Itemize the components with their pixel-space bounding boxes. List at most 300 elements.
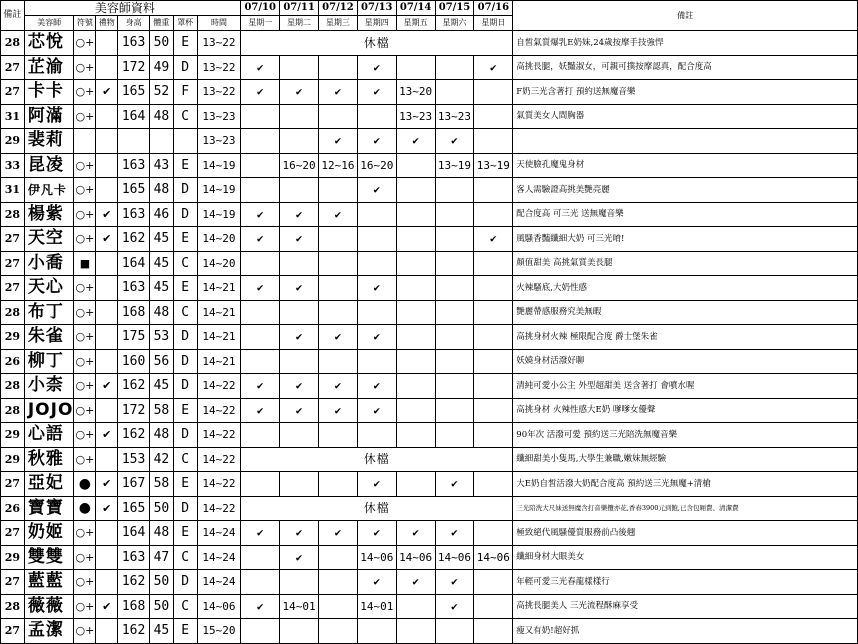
day-cell: 14~06	[435, 545, 474, 570]
day-cell: 14~01	[357, 594, 396, 619]
tag-cell: ○+	[74, 374, 96, 399]
day-cell	[474, 129, 513, 154]
day-cell: ✔	[318, 398, 357, 423]
day-cell	[435, 55, 474, 80]
note-cell: 瘦又有奶!超好抓	[513, 619, 858, 644]
day-cell	[357, 423, 396, 448]
sheet-title: 美容師資料	[24, 1, 240, 16]
cup-cell: E	[173, 398, 197, 423]
name-cell: 小喬	[24, 251, 74, 276]
age-cell: 28	[1, 300, 25, 325]
gift-cell: ✔	[96, 227, 118, 252]
day-cell	[396, 374, 435, 399]
gift-cell	[96, 104, 118, 129]
age-cell: 27	[1, 521, 25, 546]
day-cell: ✔	[318, 374, 357, 399]
day-cell	[318, 472, 357, 497]
name-cell: 薇薇	[24, 594, 74, 619]
height-cell: 162	[118, 570, 150, 595]
day-cell: ✔	[357, 178, 396, 203]
day-cell: ✔	[241, 398, 280, 423]
weight-cell: 48	[150, 423, 174, 448]
name-cell: 天心	[24, 276, 74, 301]
day-cell: ✔	[280, 276, 319, 301]
time-cell: 14~24	[197, 570, 241, 595]
cup-cell: D	[173, 374, 197, 399]
day-cell	[318, 570, 357, 595]
day-cell	[396, 276, 435, 301]
day-cell	[474, 202, 513, 227]
time-cell: 14~20	[197, 251, 241, 276]
day-cell	[435, 325, 474, 350]
time-cell: 14~22	[197, 423, 241, 448]
day-cell	[241, 300, 280, 325]
day-cell	[396, 594, 435, 619]
weight-cell: 45	[150, 374, 174, 399]
tag-cell	[74, 129, 96, 154]
day-cell	[241, 104, 280, 129]
cup-cell: D	[173, 202, 197, 227]
day-cell	[474, 594, 513, 619]
day-cell	[474, 80, 513, 105]
gift-cell: ✔	[96, 472, 118, 497]
height-cell: 162	[118, 423, 150, 448]
cup-header: 罩杯	[173, 16, 197, 31]
age-cell: 28	[1, 398, 25, 423]
gift-cell: ✔	[96, 202, 118, 227]
table-row	[1, 227, 858, 252]
day-cell	[357, 104, 396, 129]
day-cell	[435, 202, 474, 227]
day-cell	[357, 349, 396, 374]
rest-status: 休檔	[241, 496, 513, 521]
day-cell	[280, 349, 319, 374]
note-cell: 風騷香豔纖細大奶 可三光唷!	[513, 227, 858, 252]
tag-cell: ●	[74, 472, 96, 497]
gift-cell	[96, 447, 118, 472]
day-cell: ✔	[435, 472, 474, 497]
height-cell: 163	[118, 153, 150, 178]
time-cell: 14~22	[197, 447, 241, 472]
day-cell	[474, 178, 513, 203]
time-cell: 13~22	[197, 31, 241, 56]
weight-cell: 58	[150, 472, 174, 497]
note-cell: 大E奶自皙活潑大奶配合度高 預約送三光無魔+清槍	[513, 472, 858, 497]
time-cell: 14~21	[197, 276, 241, 301]
table-row	[1, 570, 858, 595]
day-cell: ✔	[280, 80, 319, 105]
day-cell	[435, 227, 474, 252]
day-cell	[396, 202, 435, 227]
tag-cell: ○+	[74, 31, 96, 56]
age-cell: 31	[1, 178, 25, 203]
tag-cell: ○+	[74, 300, 96, 325]
day-cell	[357, 227, 396, 252]
tag-cell: ○+	[74, 398, 96, 423]
day-cell: 14~01	[280, 594, 319, 619]
day-cell: 16~20	[280, 153, 319, 178]
name-cell: 裴莉	[24, 129, 74, 154]
day-cell: ✔	[474, 55, 513, 80]
day-cell: ✔	[280, 521, 319, 546]
height-cell: 164	[118, 104, 150, 129]
gift-cell	[96, 619, 118, 644]
tag-cell: ○+	[74, 423, 96, 448]
tag-cell: ○+	[74, 55, 96, 80]
day-cell: ✔	[318, 80, 357, 105]
gift-cell: ✔	[96, 594, 118, 619]
day-cell	[474, 325, 513, 350]
gift-cell	[96, 545, 118, 570]
time-cell: 14~19	[197, 178, 241, 203]
tag-cell: ○+	[74, 521, 96, 546]
age-cell: 26	[1, 349, 25, 374]
day-cell	[435, 276, 474, 301]
table-row	[1, 398, 858, 423]
height-cell: 162	[118, 227, 150, 252]
tag-cell: ○+	[74, 349, 96, 374]
weight-cell: 48	[150, 300, 174, 325]
height-cell: 162	[118, 374, 150, 399]
day-cell	[357, 619, 396, 644]
day-cell	[396, 423, 435, 448]
day-cell	[318, 251, 357, 276]
name-cell: 孟潔	[24, 619, 74, 644]
name-cell: 芯悅	[24, 31, 74, 56]
dow-5: 星期六	[435, 16, 474, 31]
table-row	[1, 325, 858, 350]
time-cell: 14~19	[197, 153, 241, 178]
day-cell	[396, 153, 435, 178]
cup-cell: D	[173, 325, 197, 350]
note-cell: 天使臉孔魔鬼身材	[513, 153, 858, 178]
height-cell: 165	[118, 178, 150, 203]
note-cell: 高挑長腿美人 三光流程酥麻享受	[513, 594, 858, 619]
day-cell	[396, 178, 435, 203]
name-cell: JOJO	[24, 398, 74, 423]
day-cell	[396, 398, 435, 423]
height-cell: 167	[118, 472, 150, 497]
gift-cell	[96, 251, 118, 276]
note-cell: 艷麗帶感服務究美無暇	[513, 300, 858, 325]
day-cell: ✔	[318, 521, 357, 546]
time-cell: 14~19	[197, 202, 241, 227]
tag-cell: ○+	[74, 153, 96, 178]
cup-cell: C	[173, 594, 197, 619]
table-row	[1, 619, 858, 644]
day-cell	[435, 374, 474, 399]
day-cell	[396, 472, 435, 497]
day-cell	[318, 545, 357, 570]
name-cell: 伊凡卡	[24, 178, 74, 203]
gift-cell	[96, 570, 118, 595]
gift-cell	[96, 300, 118, 325]
tag-cell: ○+	[74, 276, 96, 301]
day-cell	[474, 104, 513, 129]
age-cell: 28	[1, 594, 25, 619]
gift-cell	[96, 178, 118, 203]
date-5: 07/15	[435, 1, 474, 16]
time-cell: 14~22	[197, 496, 241, 521]
name-cell: 雙雙	[24, 545, 74, 570]
table-row	[1, 80, 858, 105]
tag-cell: ○+	[74, 570, 96, 595]
name-cell: 柳丁	[24, 349, 74, 374]
day-cell	[435, 423, 474, 448]
height-cell: 172	[118, 55, 150, 80]
day-cell	[396, 325, 435, 350]
weight-cell: 45	[150, 276, 174, 301]
age-cell: 33	[1, 153, 25, 178]
day-cell	[280, 129, 319, 154]
day-cell	[280, 55, 319, 80]
header-row-top	[1, 1, 858, 16]
day-cell	[241, 423, 280, 448]
date-6: 07/16	[474, 1, 513, 16]
day-cell: 16~20	[357, 153, 396, 178]
tag-cell: ○+	[74, 178, 96, 203]
day-cell	[318, 594, 357, 619]
tag-cell: ■	[74, 251, 96, 276]
date-4: 07/14	[396, 1, 435, 16]
day-cell: ✔	[435, 570, 474, 595]
time-cell: 14~24	[197, 545, 241, 570]
cup-cell: E	[173, 31, 197, 56]
day-cell: ✔	[357, 472, 396, 497]
day-cell	[435, 619, 474, 644]
gift-cell	[96, 325, 118, 350]
note-cell: 清純可愛小公主 外型超甜美 送含著打 會噴水喔	[513, 374, 858, 399]
day-cell: 13~23	[396, 104, 435, 129]
day-cell	[318, 276, 357, 301]
table-row	[1, 55, 858, 80]
day-cell	[435, 398, 474, 423]
rest-status: 休檔	[241, 31, 513, 56]
age-cell: 27	[1, 251, 25, 276]
height-cell: 164	[118, 521, 150, 546]
day-cell: 12~16	[318, 153, 357, 178]
name-cell: 天空	[24, 227, 74, 252]
day-cell	[435, 251, 474, 276]
gift-cell: ✔	[96, 496, 118, 521]
tag-cell: ○+	[74, 619, 96, 644]
cup-cell: F	[173, 80, 197, 105]
cup-cell: E	[173, 276, 197, 301]
day-cell: ✔	[357, 374, 396, 399]
note-cell: 火辣騷底,大奶性感	[513, 276, 858, 301]
day-cell	[396, 300, 435, 325]
weight-cell: 58	[150, 398, 174, 423]
cup-cell: E	[173, 521, 197, 546]
time-cell: 14~22	[197, 374, 241, 399]
day-cell: ✔	[435, 129, 474, 154]
age-cell: 26	[1, 496, 25, 521]
day-cell: 13~19	[474, 153, 513, 178]
age-cell: 31	[1, 104, 25, 129]
day-cell: ✔	[241, 521, 280, 546]
weight-cell: 50	[150, 570, 174, 595]
weight-cell	[150, 129, 174, 154]
weight-cell: 52	[150, 80, 174, 105]
weight-cell: 48	[150, 104, 174, 129]
day-cell	[474, 300, 513, 325]
name-cell: 布丁	[24, 300, 74, 325]
day-cell: 13~23	[435, 104, 474, 129]
rest-status: 休檔	[241, 447, 513, 472]
day-cell: ✔	[357, 325, 396, 350]
note-cell: 纖細甜美小隻馬,大學生兼職,嫩妹無經驗	[513, 447, 858, 472]
time-cell: 14~24	[197, 521, 241, 546]
age-cell: 29	[1, 447, 25, 472]
day-cell: ✔	[280, 202, 319, 227]
age-cell: 27	[1, 619, 25, 644]
day-cell	[241, 178, 280, 203]
tag-cell: ○+	[74, 594, 96, 619]
height-cell: 165	[118, 496, 150, 521]
name-cell: 秋雅	[24, 447, 74, 472]
table-row	[1, 276, 858, 301]
gift-cell	[96, 31, 118, 56]
day-cell: 14~06	[396, 545, 435, 570]
name-cell: 小柰	[24, 374, 74, 399]
weight-cell: 50	[150, 496, 174, 521]
day-cell	[474, 521, 513, 546]
dow-0: 星期一	[241, 16, 280, 31]
gift-cell: ✔	[96, 423, 118, 448]
table-row	[1, 374, 858, 399]
gift-cell	[96, 521, 118, 546]
age-cell: 27	[1, 227, 25, 252]
height-cell: 175	[118, 325, 150, 350]
day-cell: ✔	[435, 594, 474, 619]
time-cell: 14~06	[197, 594, 241, 619]
cup-cell: C	[173, 545, 197, 570]
cup-cell: E	[173, 153, 197, 178]
table-row	[1, 202, 858, 227]
note-cell: 顏值甜美 高挑氣質美長腿	[513, 251, 858, 276]
cup-cell: C	[173, 251, 197, 276]
tag-cell: ○+	[74, 325, 96, 350]
time-cell: 13~22	[197, 55, 241, 80]
time-cell: 14~21	[197, 300, 241, 325]
day-cell	[474, 619, 513, 644]
table-row	[1, 349, 858, 374]
table-row	[1, 496, 858, 521]
tag-cell: ○+	[74, 202, 96, 227]
day-cell	[241, 545, 280, 570]
age-cell: 29	[1, 423, 25, 448]
height-cell: 172	[118, 398, 150, 423]
weight-cell: 42	[150, 447, 174, 472]
day-cell	[474, 472, 513, 497]
day-cell	[396, 349, 435, 374]
day-cell	[280, 104, 319, 129]
day-cell: ✔	[241, 276, 280, 301]
gift-cell	[96, 349, 118, 374]
note-cell: 配合度高 可三光 送無魔音樂	[513, 202, 858, 227]
weight-cell: 46	[150, 202, 174, 227]
gift-cell	[96, 276, 118, 301]
day-cell	[435, 80, 474, 105]
dow-1: 星期二	[280, 16, 319, 31]
day-cell: ✔	[435, 521, 474, 546]
tag-cell: ○+	[74, 104, 96, 129]
day-cell: ✔	[241, 227, 280, 252]
day-cell	[396, 55, 435, 80]
note-cell: 高挑長腿，妖豔淑女，可親可撲按摩認真，配合度高	[513, 55, 858, 80]
day-cell: ✔	[280, 398, 319, 423]
day-cell	[318, 349, 357, 374]
height-cell	[118, 129, 150, 154]
cup-cell: D	[173, 178, 197, 203]
day-cell	[474, 570, 513, 595]
cup-cell	[173, 129, 197, 154]
day-cell	[241, 619, 280, 644]
note-cell: 三光陪洗大尺妹送無魔含打音樂攬亦花,香舂3900元到飽,已含包厢費、清潔費	[513, 496, 858, 521]
age-cell: 27	[1, 55, 25, 80]
day-cell	[357, 300, 396, 325]
dow-6: 星期日	[474, 16, 513, 31]
day-cell: ✔	[241, 80, 280, 105]
day-cell	[241, 153, 280, 178]
cup-cell: D	[173, 570, 197, 595]
tag-cell: ●	[74, 496, 96, 521]
cup-cell: C	[173, 447, 197, 472]
name-header: 美容師	[24, 16, 74, 31]
height-cell: 162	[118, 619, 150, 644]
table-row	[1, 472, 858, 497]
dow-3: 星期四	[357, 16, 396, 31]
weight-cell: 45	[150, 619, 174, 644]
note-cell: F奶三光含著打 預約送無魔音樂	[513, 80, 858, 105]
gift-cell	[96, 398, 118, 423]
day-cell: ✔	[280, 227, 319, 252]
day-cell	[357, 251, 396, 276]
time-cell: 13~23	[197, 104, 241, 129]
time-cell: 15~20	[197, 619, 241, 644]
weight-cell: 48	[150, 178, 174, 203]
day-cell	[241, 251, 280, 276]
day-cell: ✔	[280, 325, 319, 350]
cup-cell: C	[173, 300, 197, 325]
day-cell	[435, 300, 474, 325]
day-cell	[280, 472, 319, 497]
height-cell: 160	[118, 349, 150, 374]
age-cell: 27	[1, 80, 25, 105]
day-cell: ✔	[474, 227, 513, 252]
day-cell	[280, 178, 319, 203]
day-cell	[435, 349, 474, 374]
weight-header: 體重	[150, 16, 174, 31]
note-cell: 客人需驗證高挑美艷亮麗	[513, 178, 858, 203]
day-cell	[396, 251, 435, 276]
day-cell	[396, 227, 435, 252]
note-cell: 高挑身材 火辣性感大E奶 嗲嗲女優聲	[513, 398, 858, 423]
note-cell: 90年次 活潑可愛 預約送三光陪洗無魔音樂	[513, 423, 858, 448]
weight-cell: 53	[150, 325, 174, 350]
time-cell: 13~23	[197, 129, 241, 154]
name-cell: 卡卡	[24, 80, 74, 105]
table-row	[1, 594, 858, 619]
note-cell: 纖細身材大眼美女	[513, 545, 858, 570]
height-cell: 168	[118, 594, 150, 619]
cup-cell: C	[173, 104, 197, 129]
age-cell: 29	[1, 325, 25, 350]
day-cell	[396, 619, 435, 644]
day-cell	[241, 349, 280, 374]
cup-cell: D	[173, 423, 197, 448]
table-row	[1, 423, 858, 448]
